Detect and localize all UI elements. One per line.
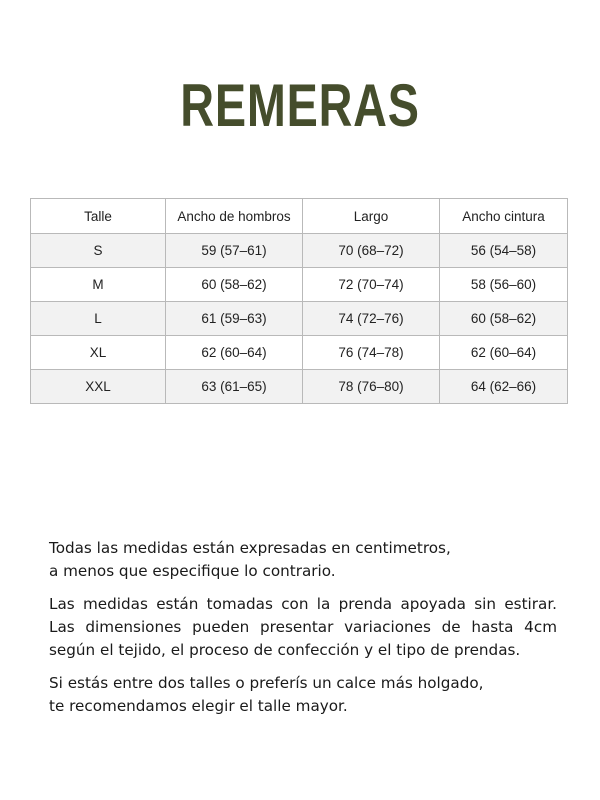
note-line: Las dimensiones pueden presentar variaciones de hasta 4cm [49,618,557,636]
header-talle: Talle [31,199,166,234]
shoulder-cell: 62 (60–64) [166,336,303,370]
waist-cell: 60 (58–62) [440,302,568,336]
length-cell: 74 (72–76) [303,302,440,336]
size-cell: S [31,234,166,268]
table-row [31,234,568,268]
table-row [31,370,568,404]
shoulder-cell: 59 (57–61) [166,234,303,268]
note-units [49,537,557,583]
shoulder-cell: 63 (61–65) [166,370,303,404]
note-measurement [49,593,557,662]
page-title: REMERAS [180,72,420,139]
table-header-row [31,199,568,234]
note-recommendation [49,672,557,718]
table-row [31,336,568,370]
header-largo: Largo [303,199,440,234]
table-row [31,268,568,302]
note-line: Las medidas están tomadas con la prenda apoyada sin estirar. [49,595,557,613]
note-line: te recomendamos elegir el talle mayor. [49,697,348,715]
size-cell: M [31,268,166,302]
length-cell: 76 (74–78) [303,336,440,370]
length-cell: 72 (70–74) [303,268,440,302]
table-row [31,302,568,336]
waist-cell: 58 (56–60) [440,268,568,302]
size-chart-table [30,198,568,404]
note-line: Si estás entre dos talles o preferís un calce más holgado, [49,674,484,692]
header-ancho-cintura: Ancho cintura [440,199,568,234]
waist-cell: 56 (54–58) [440,234,568,268]
length-cell: 78 (76–80) [303,370,440,404]
note-line: según el tejido, el proceso de confección y el tipo de prendas. [49,641,521,659]
note-line: Todas las medidas están expresadas en centimetros, [49,539,451,557]
length-cell: 70 (68–72) [303,234,440,268]
shoulder-cell: 60 (58–62) [166,268,303,302]
waist-cell: 62 (60–64) [440,336,568,370]
size-cell: XXL [31,370,166,404]
size-cell: XL [31,336,166,370]
size-notes [49,537,557,728]
note-line: a menos que especifique lo contrario. [49,562,336,580]
size-cell: L [31,302,166,336]
header-ancho-hombros: Ancho de hombros [166,199,303,234]
shoulder-cell: 61 (59–63) [166,302,303,336]
waist-cell: 64 (62–66) [440,370,568,404]
